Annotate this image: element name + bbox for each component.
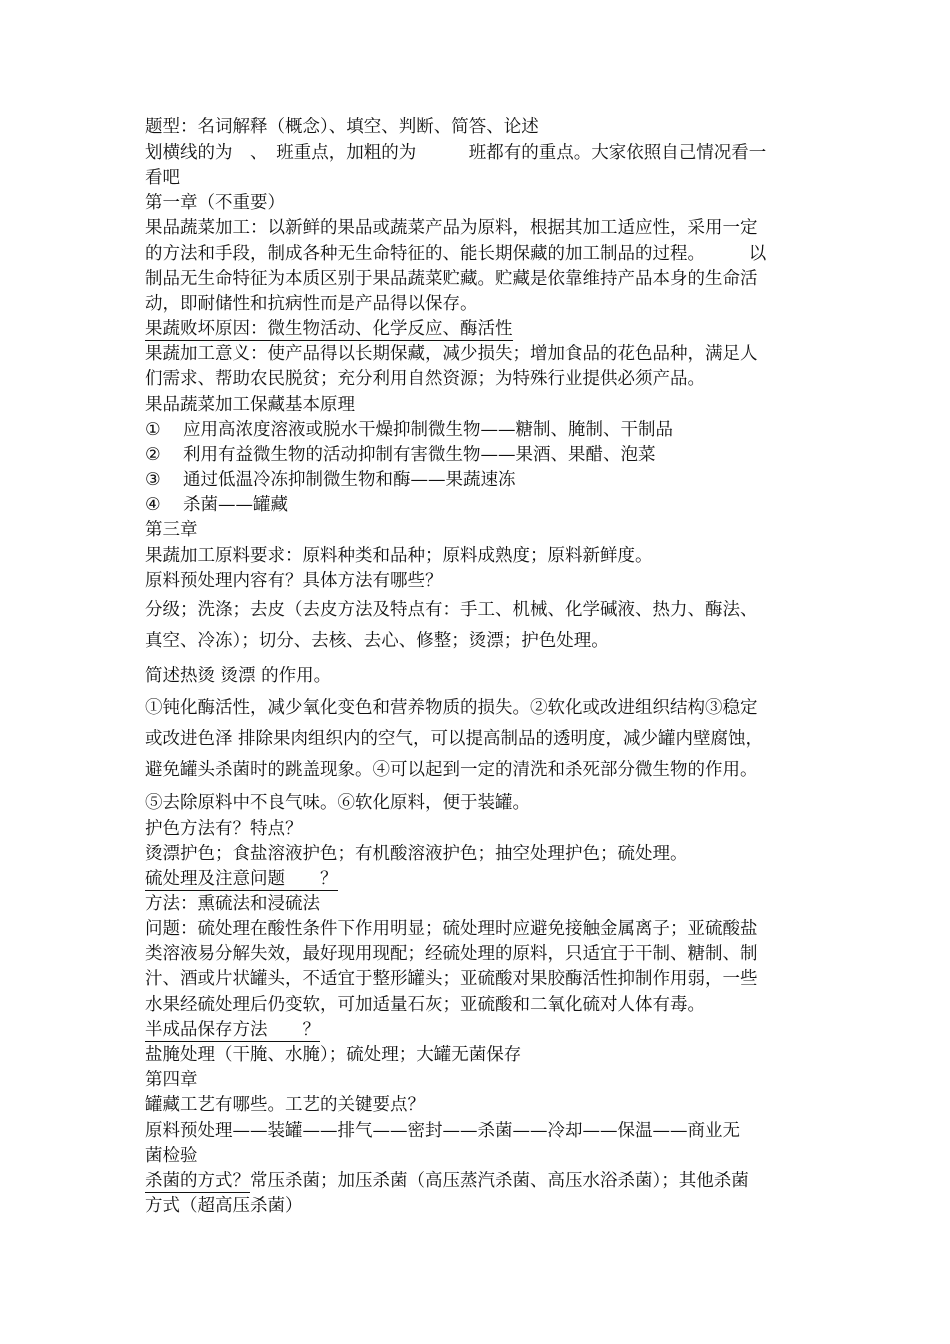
text-line: 题型：名词解释（概念）、填空、判断、简答、论述 bbox=[145, 117, 539, 137]
text-line: 汁、酒或片状罐头，不适宜于整形罐头；亚硫酸对果胶酶活性抑制作用弱，一些 bbox=[145, 969, 758, 989]
chapter-heading: 第四章 bbox=[145, 1070, 198, 1090]
underlined-key-point bbox=[145, 1019, 320, 1041]
text-line: 烫漂护色；食盐溶液护色；有机酸溶液护色；抽空处理护色；硫处理。 bbox=[145, 844, 688, 864]
list-item-text: 应用高浓度溶液或脱水干燥抑制微生物——糖制、腌制、干制品 bbox=[183, 420, 673, 440]
list-item bbox=[145, 419, 673, 441]
text-line: 的方法和手段，制成各种无生命特征的、能长期保藏的加工制品的过程。 以 bbox=[145, 244, 767, 264]
list-number: ② bbox=[145, 445, 161, 465]
underlined-text: 杀菌的方式？ bbox=[145, 1171, 250, 1191]
list-item-text: 利用有益微生物的活动抑制有害微生物——果酒、果醋、泡菜 bbox=[183, 445, 656, 465]
text-line: ①钝化酶活性，减少氧化变色和营养物质的损失。②软化或改进组织结构③稳定 bbox=[145, 698, 758, 718]
text-line: 方式（超高压杀菌） bbox=[145, 1196, 303, 1216]
list-item-text: 通过低温冷冻抑制微生物和酶——果蔬速冻 bbox=[183, 470, 516, 490]
text-line: 真空、冷冻）；切分、去核、去心、修整；烫漂；护色处理。 bbox=[145, 631, 609, 651]
text-line: 或改进色泽 排除果肉组织内的空气，可以提高制品的透明度，减少罐内壁腐蚀， bbox=[145, 729, 764, 749]
text-line: 果品蔬菜加工：以新鲜的果品或蔬菜产品为原料，根据其加工适应性，采用一定 bbox=[145, 218, 758, 238]
text-line: 果蔬加工意义：使产品得以长期保藏，减少损失；增加食品的花色品种，满足人 bbox=[145, 344, 758, 364]
text-line: ⑤去除原料中不良气味。⑥软化原料，便于装罐。 bbox=[145, 793, 530, 813]
text-line: 原料预处理——装罐——排气——密封——杀菌——冷却——保温——商业无 bbox=[145, 1121, 740, 1141]
text-line: 动，即耐储性和抗病性而是产品得以保存。 bbox=[145, 294, 478, 314]
text-line: 简述热烫 烫漂 的作用。 bbox=[145, 666, 332, 686]
list-item-text: 杀菌——罐藏 bbox=[183, 495, 288, 515]
list-number: ① bbox=[145, 420, 161, 440]
underlined-text: 半成品保存方法 ？ bbox=[145, 1020, 320, 1040]
text-line: 划横线的为 、 班重点，加粗的为 班都有的重点。大家依照自己情况看一 bbox=[145, 143, 767, 163]
text-line: 们需求、帮助农民脱贫；充分利用自然资源；为特殊行业提供必须产品。 bbox=[145, 369, 705, 389]
text-line bbox=[145, 1170, 749, 1192]
text-line: 水果经硫处理后仍变软，可加适量石灰；亚硫酸和二氧化硫对人体有毒。 bbox=[145, 995, 705, 1015]
text-line: 类溶液易分解失效，最好现用现配；经硫处理的原料，只适宜于干制、糖制、制 bbox=[145, 944, 758, 964]
text-line: 分级；洗涤；去皮（去皮方法及特点有：手工、机械、化学碱液、热力、酶法、 bbox=[145, 600, 758, 620]
text-fragment: 常压杀菌；加压杀菌（高压蒸汽杀菌、高压水浴杀菌）；其他杀菌 bbox=[250, 1171, 749, 1191]
chapter-heading: 第一章（不重要） bbox=[145, 193, 285, 213]
list-item bbox=[145, 494, 288, 516]
chapter-heading: 第三章 bbox=[145, 520, 198, 540]
text-line: 罐藏工艺有哪些。工艺的关键要点？ bbox=[145, 1095, 425, 1115]
text-line: 原料预处理内容有？具体方法有哪些？ bbox=[145, 571, 443, 591]
underlined-key-point bbox=[145, 318, 513, 340]
text-line: 盐腌处理（干腌、水腌）；硫处理；大罐无菌保存 bbox=[145, 1045, 522, 1065]
text-line: 果品蔬菜加工保藏基本原理 bbox=[145, 395, 355, 415]
text-line: 制品无生命特征为本质区别于果品蔬菜贮藏。贮藏是依靠维持产品本身的生命活 bbox=[145, 269, 758, 289]
text-line: 避免罐头杀菌时的跳盖现象。④可以起到一定的清洗和杀死部分微生物的作用。 bbox=[145, 760, 758, 780]
list-item bbox=[145, 469, 516, 491]
text-line: 方法：熏硫法和浸硫法 bbox=[145, 894, 320, 914]
underlined-key-point bbox=[145, 868, 338, 890]
underlined-text: 果蔬败坏原因：微生物活动、化学反应、酶活性 bbox=[145, 319, 513, 339]
text-line: 菌检验 bbox=[145, 1146, 198, 1166]
list-number: ③ bbox=[145, 470, 161, 490]
text-line: 护色方法有？特点？ bbox=[145, 819, 303, 839]
list-item bbox=[145, 444, 656, 466]
list-number: ④ bbox=[145, 495, 161, 515]
text-line: 问题：硫处理在酸性条件下作用明显；硫处理时应避免接触金属离子；亚硫酸盐 bbox=[145, 919, 758, 939]
text-line: 果蔬加工原料要求：原料种类和品种；原料成熟度；原料新鲜度。 bbox=[145, 546, 653, 566]
text-line: 看吧 bbox=[145, 168, 180, 188]
underlined-text: 硫处理及注意问题 ？ bbox=[145, 869, 338, 889]
